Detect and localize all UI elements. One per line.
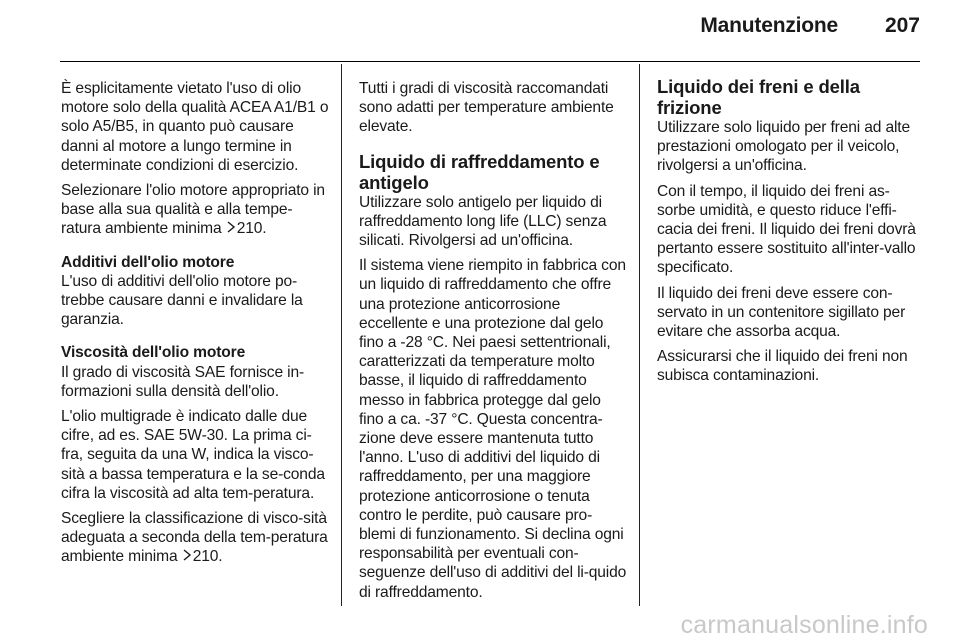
paragraph: Il liquido dei freni deve essere con-servato in un contenitore sigillato per evitare che assorba acqua.: [657, 284, 906, 341]
column-right: [657, 76, 925, 392]
paragraph: Con il tempo, il liquido dei freni as-sorbe umidità, e questo riduce l'effi-cacia dei freni. Il liquido dei freni dovrà pertanto essere sostituito all'inter-vallo specificato.: [657, 182, 916, 277]
subheading-additivi: Additivi dell'olio motore: [61, 253, 235, 271]
paragraph: Utilizzare solo antigelo per liquido di raffreddamento long life (LLC) senza silicati. Rivolgersi ad un'officina.: [359, 193, 607, 250]
page-reference-arrow-icon: [182, 549, 192, 561]
paragraph: È esplicitamente vietato l'uso di olio motore solo della qualità ACEA A1/B1 o solo A5/B5, in quanto può causare danni al motore a lungo termine in determinate condizioni di esercizio.: [61, 80, 329, 174]
column-divider: [341, 64, 342, 606]
paragraph-text: Selezionare l'olio motore appropriato in base alla sua qualità e alla tempe-ratura ambiente minima: [61, 182, 325, 238]
paragraph: [61, 509, 329, 567]
paragraph: L'uso di additivi dell'olio motore po-trebbe causare danni e invalidare la garanzia.: [61, 272, 303, 329]
page-reference[interactable]: 210.: [192, 548, 223, 566]
column-middle: [359, 79, 627, 608]
paragraph: Tutti i gradi di viscosità raccomandati sono adatti per temperature ambiente elevate.: [359, 80, 614, 136]
page-header: [60, 0, 920, 62]
paragraph: Il grado di viscosità SAE fornisce in-formazioni sulla densità dell'olio.: [61, 363, 305, 400]
watermark: carmanualsonline.info: [680, 611, 928, 639]
page-reference-arrow-icon: [226, 221, 236, 233]
paragraph: Assicurarsi che il liquido dei freni non subisca contaminazioni.: [657, 348, 908, 385]
page-reference[interactable]: 210.: [236, 220, 267, 238]
section-title: Manutenzione: [700, 14, 838, 37]
paragraph: L'olio multigrade è indicato dalle due cifre, ad es. SAE 5W-30. La prima ci-fra, seguita da una W, indica la visco-sità a bassa temperatura e la se-conda cifra la viscosità ad alta tem-peratura.: [61, 408, 325, 502]
page-number: 207: [884, 14, 920, 37]
paragraph: Utilizzare solo liquido per freni ad alte prestazioni omologato per il veicolo, rivolgersi a un'officina.: [657, 119, 911, 175]
heading-liquido-raffreddamento: Liquido di raffreddamento e antigelo: [359, 150, 600, 193]
paragraph: Il sistema viene riempito in fabbrica con un liquido di raffreddamento che offre una protezione anticorrosione eccellente e una protezione dal gelo fino a -28 °C. Nei paesi settentrionali, caratterizzati da temperature molto basse, il liquido di raffreddamento messo in fabbrica protegge dal gelo fino a ca. -37 °C. Questa concentra-zione deve essere mantenuta tutto l'anno. L'uso di additivi del liquido di raffreddamento, per una maggiore protezione anticorrosione o tenuta contro le perdite, può causare pro-blemi di funzionamento. Si declina ogni responsabilità per eventuali con-seguenze dell'uso di additivi del li-quido di raffreddamento.: [359, 257, 627, 601]
paragraph-text: Scegliere la classificazione di visco-sità adeguata a seconda della tem-peratura ambiente minima: [61, 510, 328, 566]
subheading-viscosita: Viscosità dell'olio motore: [61, 344, 246, 362]
column-left: [61, 79, 329, 573]
heading-liquido-freni: Liquido dei freni e della frizione: [657, 76, 860, 118]
paragraph: [61, 181, 329, 239]
column-divider: [639, 64, 640, 606]
